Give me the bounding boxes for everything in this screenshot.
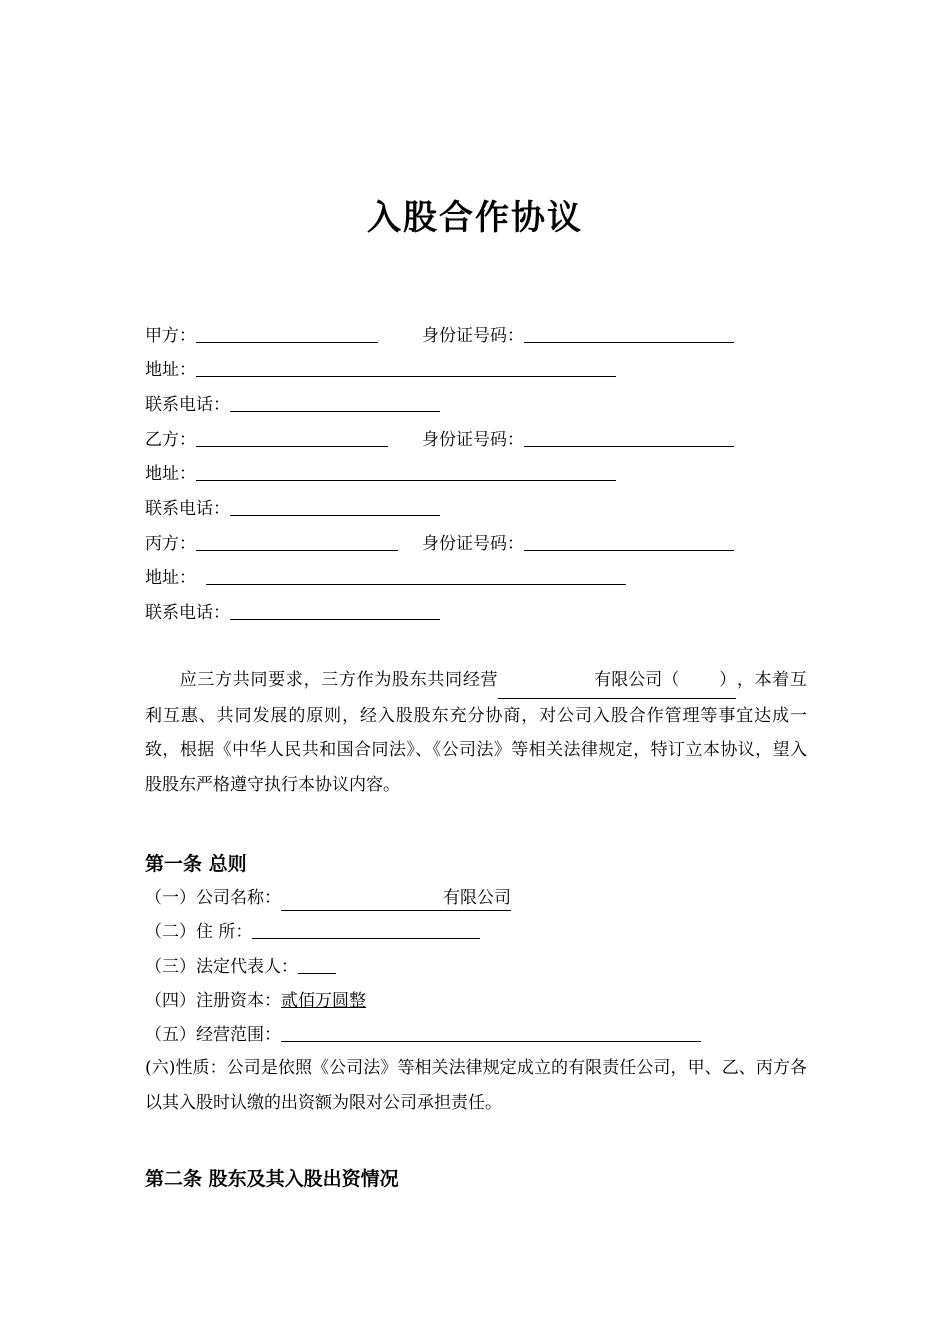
party-a-address-line [145, 358, 616, 382]
intro-company-blank[interactable] [498, 663, 736, 699]
residence-blank[interactable] [252, 920, 480, 939]
party-b-phone-blank[interactable] [230, 497, 440, 516]
party-b-id-blank[interactable] [524, 428, 734, 447]
party-a-phone-blank[interactable] [230, 393, 440, 412]
residence-label: （二）住 所： [145, 922, 253, 942]
party-a-id-label: 身份证号码： [422, 326, 524, 346]
intro-part2: ，本着互利互惠、共同发展的原则，经入股股东充分协商，对公司入股合作管理等事宜达成一致，根据《中华人民共和国合同法》、《公司法》等相关法律规定，特订立本协议，望入股股东严格遵守执行本协议内容。 [145, 670, 808, 795]
capital-label: （四）注册资本： [145, 991, 281, 1011]
party-c-phone-label: 联系电话： [145, 603, 230, 623]
party-c-id-label: 身份证号码： [422, 534, 524, 554]
party-c-phone-blank[interactable] [230, 601, 440, 620]
party-b-line [145, 428, 388, 452]
party-a-line [145, 324, 378, 348]
residence-line [145, 920, 480, 944]
party-b-phone-label: 联系电话： [145, 499, 230, 519]
document-title: 入股合作协议 [367, 198, 583, 238]
intro-paragraph [145, 663, 807, 802]
party-a-address-blank[interactable] [196, 358, 616, 377]
party-b-id-label: 身份证号码： [422, 430, 524, 450]
business-scope-line [145, 1023, 701, 1047]
party-c-address-label: 地址： [145, 568, 196, 588]
capital-value[interactable]: 贰佰万圆整 [281, 991, 366, 1011]
party-b-name-blank[interactable] [196, 428, 388, 447]
article-1-heading: 第一条 总则 [145, 853, 247, 875]
legal-rep-label: （三）法定代表人： [145, 957, 298, 977]
party-a-phone-label: 联系电话： [145, 395, 230, 415]
article-2-heading: 第二条 股东及其入股出资情况 [145, 1168, 399, 1190]
party-a-id-line [422, 324, 734, 348]
party-b-address-label: 地址： [145, 464, 196, 484]
company-name-value: 有限公司 [443, 888, 511, 908]
legal-rep-line [145, 955, 336, 979]
party-c-name-blank[interactable] [196, 532, 398, 551]
company-name-label: （一）公司名称： [145, 888, 281, 908]
party-a-address-label: 地址： [145, 360, 196, 380]
party-c-id-blank[interactable] [524, 532, 734, 551]
party-b-label: 乙方： [145, 430, 196, 450]
company-nature-paragraph: (六)性质：公司是依照《公司法》等相关法律规定成立的有限责任公司，甲、乙、丙方各以其入股时认缴的出资额为限对公司承担责任。 [145, 1058, 807, 1113]
party-c-phone-line [145, 601, 440, 625]
party-a-id-blank[interactable] [524, 324, 734, 343]
party-b-phone-line [145, 497, 440, 521]
party-a-label: 甲方： [145, 326, 196, 346]
party-a-name-blank[interactable] [196, 324, 378, 343]
business-scope-label: （五）经营范围： [145, 1025, 281, 1045]
party-c-label: 丙方： [145, 534, 196, 554]
party-b-address-blank[interactable] [196, 462, 616, 481]
intro-company-close: ） [719, 670, 737, 690]
company-name-line [145, 886, 511, 911]
party-a-phone-line [145, 393, 440, 417]
intro-part1: 应三方共同要求，三方作为股东共同经营 [179, 670, 499, 690]
intro-company-text: 有限公司（ [594, 670, 680, 690]
company-name-blank[interactable] [281, 886, 511, 911]
party-b-address-line [145, 462, 616, 486]
party-c-address-blank[interactable] [206, 566, 626, 585]
party-c-id-line [422, 532, 734, 556]
business-scope-blank[interactable] [281, 1023, 701, 1042]
party-c-line [145, 532, 398, 556]
party-c-address-line [145, 566, 626, 590]
capital-line [145, 989, 366, 1013]
legal-rep-blank[interactable] [298, 955, 336, 974]
party-b-id-line [422, 428, 734, 452]
